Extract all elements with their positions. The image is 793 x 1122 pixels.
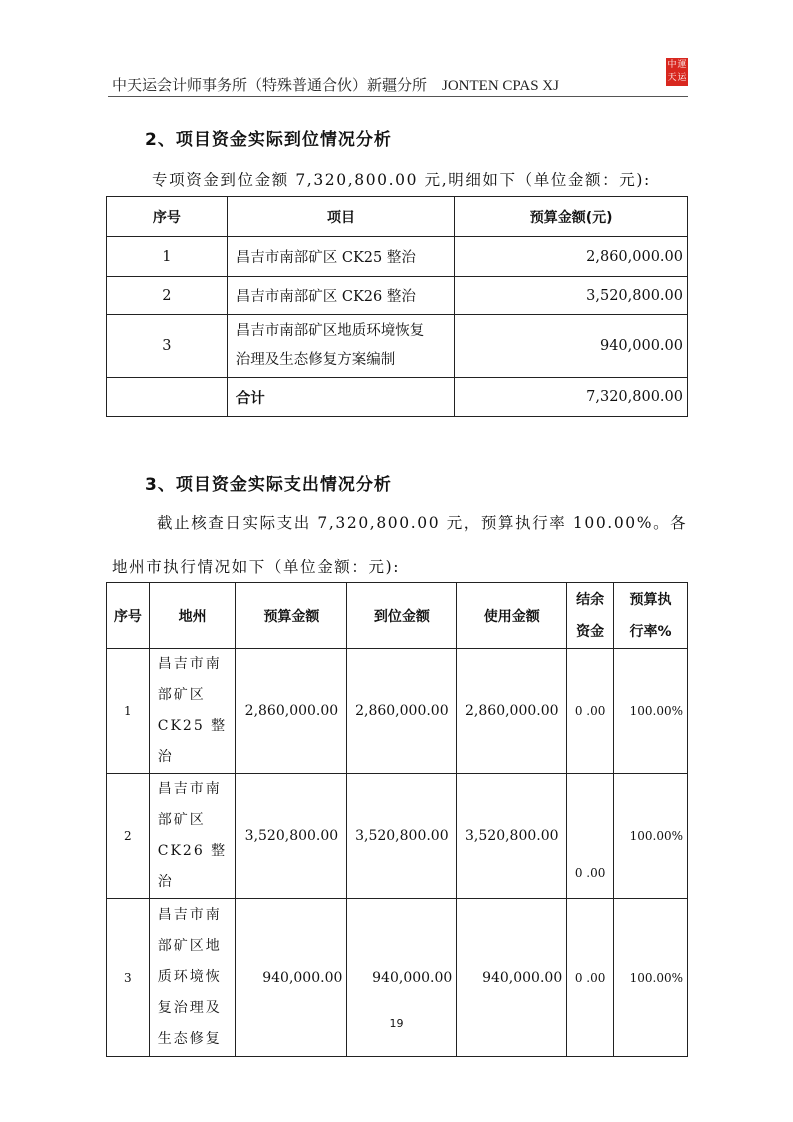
header-arrived: 到位金额 <box>347 583 457 649</box>
cell-arrived: 3,520,800.00 <box>347 774 457 899</box>
table-row <box>107 277 688 315</box>
header-region: 地州 <box>149 583 236 649</box>
table-header-row <box>107 197 688 237</box>
section-2-intro: 专项资金到位金额 7,320,800.00 元,明细如下（单位金额：元): <box>152 171 651 189</box>
cell-no: 3 <box>107 899 150 1057</box>
cell-no: 3 <box>107 315 228 378</box>
cell-balance: 0 .00 <box>567 774 614 899</box>
table-row <box>107 774 688 899</box>
table-total-row <box>107 378 688 417</box>
cell-amount: 2,860,000.00 <box>455 237 688 277</box>
cell-no: 2 <box>107 774 150 899</box>
funds-expenditure-table <box>106 582 688 1057</box>
cell-item: 昌吉市南部矿区 CK26 整治 <box>227 277 455 315</box>
cell-region: 昌吉市南 部矿区地 质环境恢 复治理及 生态修复 <box>149 899 236 1057</box>
cell-arrived: 2,860,000.00 <box>347 649 457 774</box>
page-header <box>108 60 688 97</box>
cell-amount: 3,520,800.00 <box>455 277 688 315</box>
cell-rate: 100.00% <box>614 899 688 1057</box>
header-no: 序号 <box>107 583 150 649</box>
cell-arrived: 940,000.00 <box>347 899 457 1057</box>
table-row <box>107 649 688 774</box>
page-number: 19 <box>389 1017 404 1030</box>
section-3-intro-line2: 地州市执行情况如下（单位金额：元): <box>112 558 401 576</box>
header-rate: 预算执 行率% <box>614 583 688 649</box>
header-balance: 结余 资金 <box>567 583 614 649</box>
cell-empty <box>107 378 228 417</box>
cell-used: 2,860,000.00 <box>457 649 567 774</box>
section-2-title: 2、项目资金实际到位情况分析 <box>145 130 392 150</box>
cell-budget: 3,520,800.00 <box>236 774 347 899</box>
cell-used: 3,520,800.00 <box>457 774 567 899</box>
cell-balance: 0 .00 <box>567 899 614 1057</box>
total-amount: 7,320,800.00 <box>455 378 688 417</box>
table-row <box>107 315 688 378</box>
cell-amount: 940,000.00 <box>455 315 688 378</box>
cell-item: 昌吉市南部矿区 CK25 整治 <box>227 237 455 277</box>
header-no: 序号 <box>107 197 228 237</box>
cell-no: 2 <box>107 277 228 315</box>
header-item: 项目 <box>227 197 455 237</box>
header-used: 使用金额 <box>457 583 567 649</box>
table-row <box>107 899 688 1057</box>
cell-budget: 2,860,000.00 <box>236 649 347 774</box>
table-row <box>107 237 688 277</box>
cell-used: 940,000.00 <box>457 899 567 1057</box>
firm-logo-icon: 中 運 天 运 <box>666 58 688 86</box>
cell-budget: 940,000.00 <box>236 899 347 1057</box>
header-budget: 预算金额 <box>236 583 347 649</box>
cell-no: 1 <box>107 237 228 277</box>
cell-rate: 100.00% <box>614 649 688 774</box>
cell-region: 昌吉市南 部矿区 CK26 整治 <box>149 774 236 899</box>
funds-arrival-table <box>106 196 688 417</box>
section-3-title: 3、项目资金实际支出情况分析 <box>145 475 392 495</box>
cell-item: 昌吉市南部矿区地质环境恢复 治理及生态修复方案编制 <box>227 315 455 378</box>
cell-no: 1 <box>107 649 150 774</box>
header-amount: 预算金额(元) <box>455 197 688 237</box>
cell-region: 昌吉市南 部矿区 CK25 整治 <box>149 649 236 774</box>
cell-rate: 100.00% <box>614 774 688 899</box>
section-3-intro-line1: 截止核查日实际支出 7,320,800.00 元，预算执行率 100.00%。各 <box>157 514 688 532</box>
total-label: 合计 <box>227 378 455 417</box>
table-header-row <box>107 583 688 649</box>
cell-balance: 0 .00 <box>567 649 614 774</box>
firm-name: 中天运会计师事务所（特殊普通合伙）新疆分所 JONTEN CPAS XJ <box>112 78 559 94</box>
